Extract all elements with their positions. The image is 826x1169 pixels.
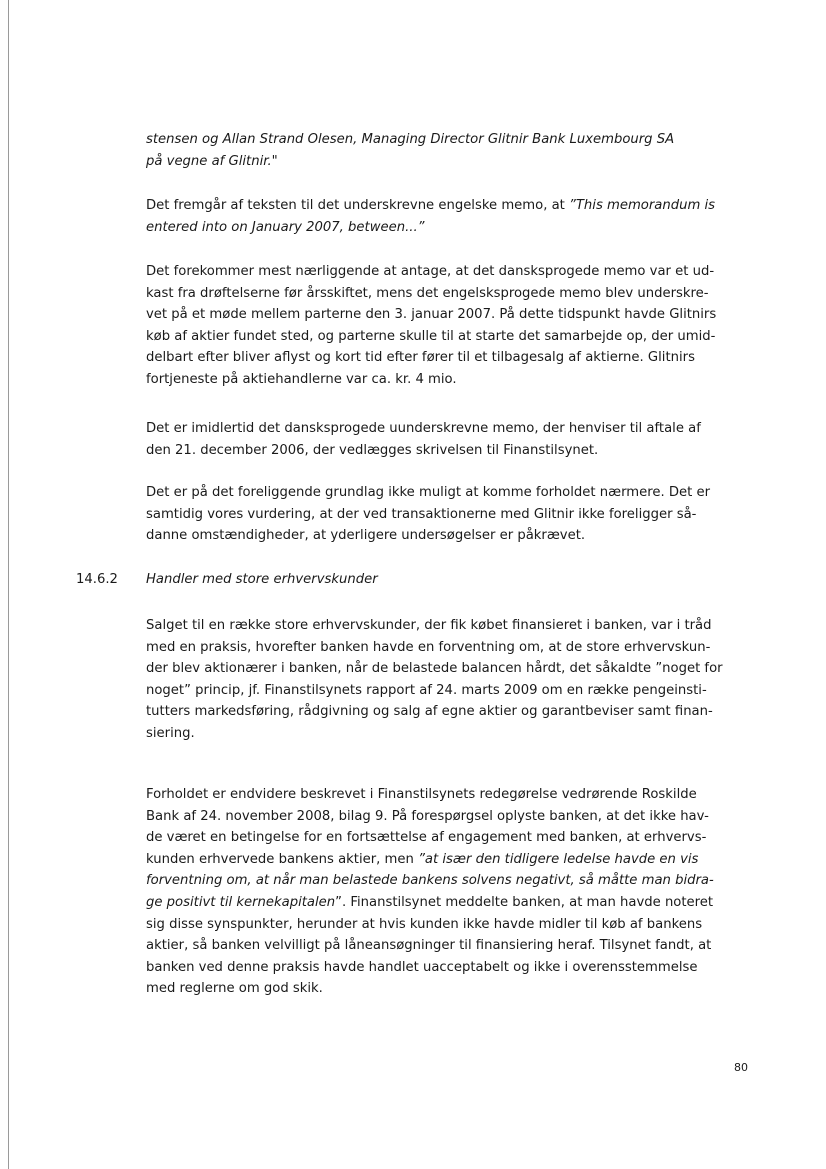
- text-segment: Det fremgår af teksten til det underskrevne engelske memo, at: [146, 198, 570, 213]
- text-segment: Forholdet er endvidere beskrevet i Finanstilsynets redegørelse vedrørende Roskilde: [146, 787, 697, 802]
- italic-text: forventning om, at når man belastede bankens solvens negativt, så måtte man bidra-: [146, 873, 714, 889]
- text-segment: med en praksis, hvorefter banken havde en forventning om, at de store erhvervskun-: [146, 639, 711, 655]
- section-number: 14.6.2: [76, 572, 118, 587]
- paragraph-quote-end: [146, 129, 674, 172]
- text-line: [146, 261, 716, 283]
- text-line: [146, 217, 715, 239]
- paragraph-finanstilsynet: [146, 784, 714, 1000]
- text-segment: banken ved denne praksis havde handlet uacceptabelt og ikke i overensstemmelse: [146, 959, 698, 975]
- text-segment: fortjeneste på aktiehandlerne var ca. kr. 4 mio.: [146, 371, 457, 387]
- text-line: [146, 347, 716, 369]
- text-line: [146, 129, 674, 151]
- text-line: [146, 504, 710, 526]
- text-line: [146, 615, 723, 637]
- text-segment: delbart efter bliver aflyst og kort tid efter fører til et tilbagesalg af aktierne. Glitnirs: [146, 350, 695, 366]
- text-line: [146, 723, 723, 745]
- paragraph-conclusion: [146, 482, 710, 547]
- text-line: [146, 827, 714, 849]
- paragraph-business-customers: [146, 615, 723, 745]
- text-line: [146, 658, 723, 680]
- section-title: Handler med store erhvervskunder: [146, 572, 378, 587]
- text-segment: den 21. december 2006, der vedlægges skrivelsen til Finanstilsynet.: [146, 442, 599, 458]
- text-segment: Det forekommer mest nærliggende at antage, at det dansksprogede memo var et ud-: [146, 264, 715, 279]
- text-line: [146, 957, 714, 979]
- paragraph-memo-text: [146, 195, 715, 238]
- text-segment: Bank af 24. november 2008, bilag 9. På forespørgsel oplyste banken, at det ikke hav-: [146, 808, 709, 824]
- italic-text: ge positivt til kernekapitalen: [146, 894, 336, 910]
- text-segment: kunden erhvervede bankens aktier, men: [146, 851, 419, 867]
- text-segment: køb af aktier fundet sted, og parterne skulle til at starte det samarbejde op, der umid-: [146, 328, 716, 344]
- italic-text: ”at især den tidligere ledelse havde en vis: [418, 851, 699, 867]
- text-line: [146, 784, 714, 806]
- text-segment: noget” princip, jf. Finanstilsynets rapport af 24. marts 2009 om en række pengeinsti-: [146, 682, 707, 698]
- italic-text: stensen og Allan Strand Olesen, Managing Director Glitnir Bank Luxembourg SA: [146, 132, 675, 147]
- text-line: [146, 418, 701, 440]
- text-line: [146, 892, 714, 914]
- text-line: [146, 369, 716, 391]
- italic-text: på vegne af Glitnir.": [146, 153, 278, 169]
- text-segment: de været en betingelse for en fortsættelse af engagement med banken, at erhvervs-: [146, 830, 707, 846]
- text-segment: Salget til en række store erhvervskunder, der fik købet finansieret i banken, var i tråd: [146, 618, 712, 633]
- text-segment: siering.: [146, 725, 195, 741]
- text-line: [146, 978, 714, 1000]
- text-line: [146, 870, 714, 892]
- text-line: [146, 283, 716, 305]
- paragraph-memo-assessment: [146, 261, 716, 391]
- page-number: 80: [734, 1061, 748, 1074]
- text-segment: kast fra drøftelserne før årsskiftet, mens det engelsksprogede memo blev underskre-: [146, 285, 709, 301]
- text-segment: sig disse synspunkter, herunder at hvis kunden ikke havde midler til køb af bankens: [146, 916, 703, 932]
- text-segment: tutters markedsføring, rådgivning og salg af egne aktier og garantbeviser samt finan-: [146, 704, 713, 720]
- text-segment: der blev aktionærer i banken, når de belastede balancen hårdt, det såkaldte ”noget for: [146, 661, 723, 677]
- text-line: [146, 701, 723, 723]
- text-line: [146, 849, 714, 871]
- text-segment: aktier, så banken velvilligt på låneansøgninger til finansiering heraf. Tilsynet fandt, at: [146, 938, 712, 954]
- text-segment: ”. Finanstilsynet meddelte banken, at man havde noteret: [335, 894, 714, 910]
- text-segment: vet på et møde mellem parterne den 3. januar 2007. På dette tidspunkt havde Glitnirs: [146, 307, 717, 323]
- text-segment: samtidig vores vurdering, at der ved transaktionerne med Glitnir ikke foreligger så-: [146, 506, 697, 522]
- text-segment: danne omstændigheder, at yderligere undersøgelser er påkrævet.: [146, 528, 586, 544]
- text-line: [146, 637, 723, 659]
- text-line: [146, 304, 716, 326]
- paragraph-unsigned-memo: [146, 418, 701, 461]
- scan-edge-line: [8, 0, 9, 1169]
- italic-text: entered into on January 2007, between...”: [146, 219, 425, 235]
- italic-text: ”This memorandum is: [569, 198, 716, 213]
- text-segment: Det er imidlertid det dansksprogede uunderskrevne memo, der henviser til aftale af: [146, 421, 701, 436]
- text-segment: Det er på det foreliggende grundlag ikke muligt at komme forholdet nærmere. Det er: [146, 485, 711, 500]
- text-line: [146, 195, 715, 217]
- text-line: [146, 935, 714, 957]
- text-segment: med reglerne om god skik.: [146, 981, 323, 997]
- text-line: [146, 914, 714, 936]
- text-line: [146, 806, 714, 828]
- text-line: [146, 440, 701, 462]
- text-line: [146, 151, 674, 173]
- text-line: [146, 680, 723, 702]
- text-line: [146, 482, 710, 504]
- text-line: [146, 326, 716, 348]
- text-line: [146, 525, 710, 547]
